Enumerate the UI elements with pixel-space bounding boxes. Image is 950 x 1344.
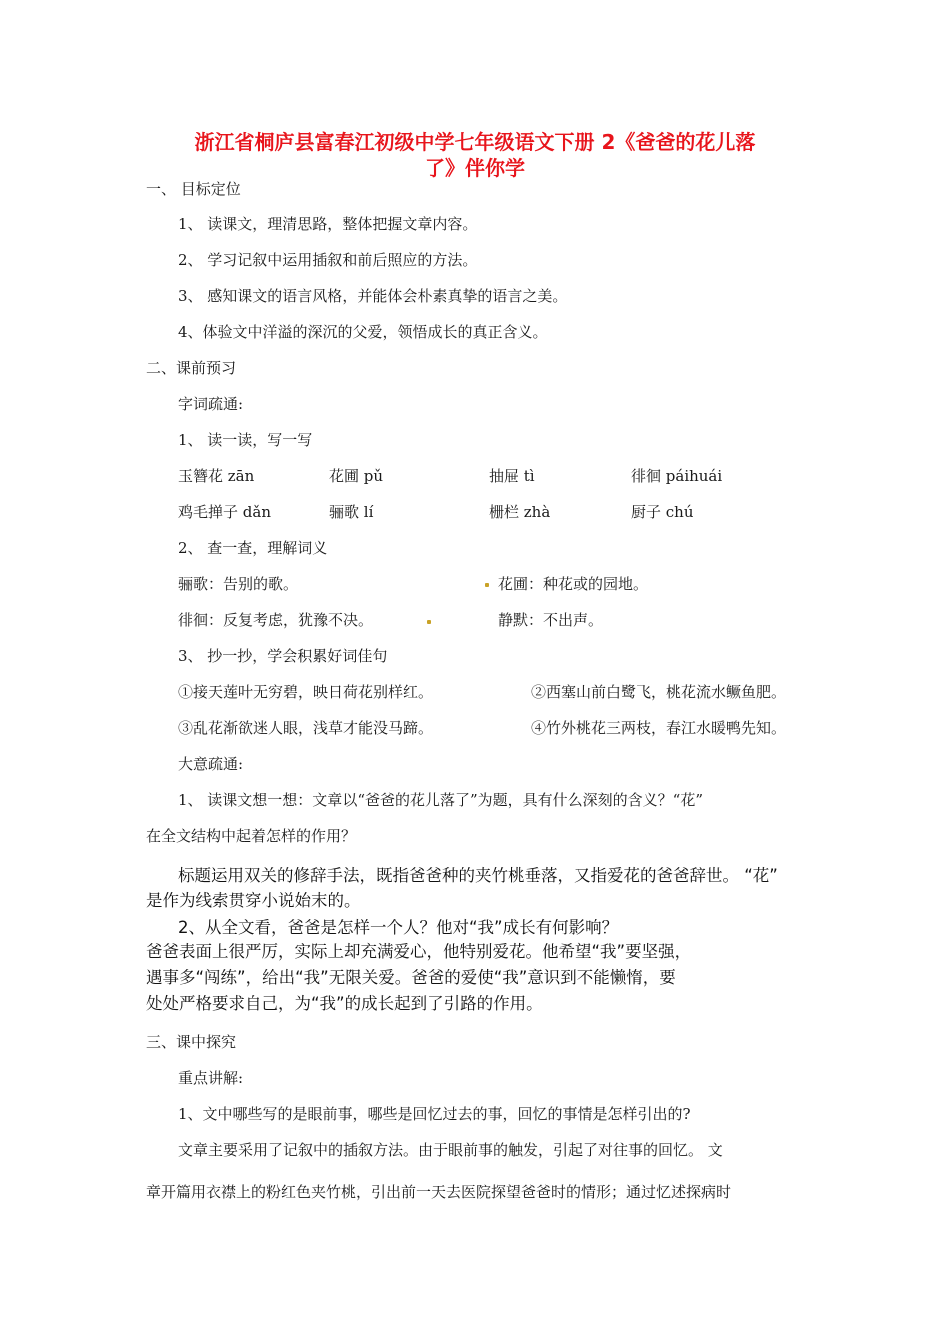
poem-line: ②西塞山前白鹭飞，桃花流水鳜鱼肥。 xyxy=(531,683,787,701)
objective-item: 3、 感知课文的语言风格，并能体会朴素真挚的语言之美。 xyxy=(178,287,568,305)
section1-heading: 一、 目标定位 xyxy=(146,180,241,198)
vocab-word: 鸡毛掸子 dǎn xyxy=(178,503,271,521)
marker-dot xyxy=(485,583,489,587)
vocab-word: 花圃 pǔ xyxy=(329,467,384,485)
objective-item: 2、 学习记叙中运用插叙和前后照应的方法。 xyxy=(178,251,478,269)
section3-answer-line: 章开篇用衣襟上的粉红色夹竹桃，引出前一天去医院探望爸爸时的情形；通过忆述探病时 xyxy=(146,1183,732,1201)
definition: 静默：不出声。 xyxy=(498,611,604,629)
answer-1-line2: 是作为线索贯穿小说始末的。 xyxy=(146,891,361,910)
answer-1-line1: 标题运用双关的修辞手法，既指爸爸种的夹竹桃垂落，又指爱花的爸爸辞世。 “花” xyxy=(178,866,778,885)
document-title-line2: 了》伴你学 xyxy=(425,156,525,180)
vocab-word: 抽屉 tì xyxy=(489,467,535,485)
poem-line: ①接天莲叶无穷碧，映日荷花别样红。 xyxy=(178,683,434,701)
copy-heading: 3、 抄一抄，学会积累好词佳句 xyxy=(178,647,388,665)
answer-2-line: 遇事多“闯练”，给出“我”无限关爱。爸爸的爱使“我”意识到不能懒惰，要 xyxy=(146,968,676,987)
section3-question-1: 1、文中哪些写的是眼前事，哪些是回忆过去的事，回忆的事情是怎样引出的? xyxy=(178,1105,691,1123)
definition: 徘徊：反复考虑，犹豫不决。 xyxy=(178,611,374,629)
section3-answer-line: 文章主要采用了记叙中的插叙方法。由于眼前事的触发，引起了对往事的回忆。 文 xyxy=(178,1141,723,1159)
poem-line: ④竹外桃花三两枝，春江水暖鸭先知。 xyxy=(531,719,787,737)
answer-2-line: 处处严格要求自己，为“我”的成长起到了引路的作用。 xyxy=(146,994,543,1013)
read-write-heading: 1、 读一读，写一写 xyxy=(178,431,313,449)
document-title-line1: 浙江省桐庐县富春江初级中学七年级语文下册 2《爸爸的花儿落 xyxy=(194,130,756,154)
question-1-line1: 1、 读课文想一想：文章以“爸爸的花儿落了”为题，具有什么深刻的含义？“花” xyxy=(178,791,703,809)
objective-item: 4、体验文中洋溢的深沉的父爱，领悟成长的真正含义。 xyxy=(178,323,548,341)
vocab-heading: 字词疏通: xyxy=(178,395,244,413)
objective-item: 1、 读课文，理清思路，整体把握文章内容。 xyxy=(178,215,478,233)
vocab-word: 徘徊 páihuái xyxy=(631,467,723,485)
vocab-word: 玉簪花 zān xyxy=(178,467,255,485)
section2-heading: 二、课前预习 xyxy=(146,359,237,377)
question-2: 2、从全文看，爸爸是怎样一个人？他对“我”成长有何影响？ xyxy=(178,918,619,937)
marker-dot xyxy=(427,620,431,624)
definition: 花圃：种花或的园地。 xyxy=(498,575,649,593)
gist-heading: 大意疏通: xyxy=(178,755,244,773)
vocab-word: 栅栏 zhà xyxy=(489,503,551,521)
key-heading: 重点讲解: xyxy=(178,1069,244,1087)
question-1-line2: 在全文结构中起着怎样的作用？ xyxy=(146,827,357,845)
answer-2-line: 爸爸表面上很严厉，实际上却充满爱心，他特别爱花。他希望“我”要坚强， xyxy=(146,942,692,961)
poem-line: ③乱花渐欲迷人眼，浅草才能没马蹄。 xyxy=(178,719,434,737)
definition: 骊歌：告别的歌。 xyxy=(178,575,299,593)
section3-heading: 三、课中探究 xyxy=(146,1033,237,1051)
check-heading: 2、 查一查，理解词义 xyxy=(178,539,328,557)
vocab-word: 厨子 chú xyxy=(631,503,694,521)
vocab-word: 骊歌 lí xyxy=(329,503,374,521)
